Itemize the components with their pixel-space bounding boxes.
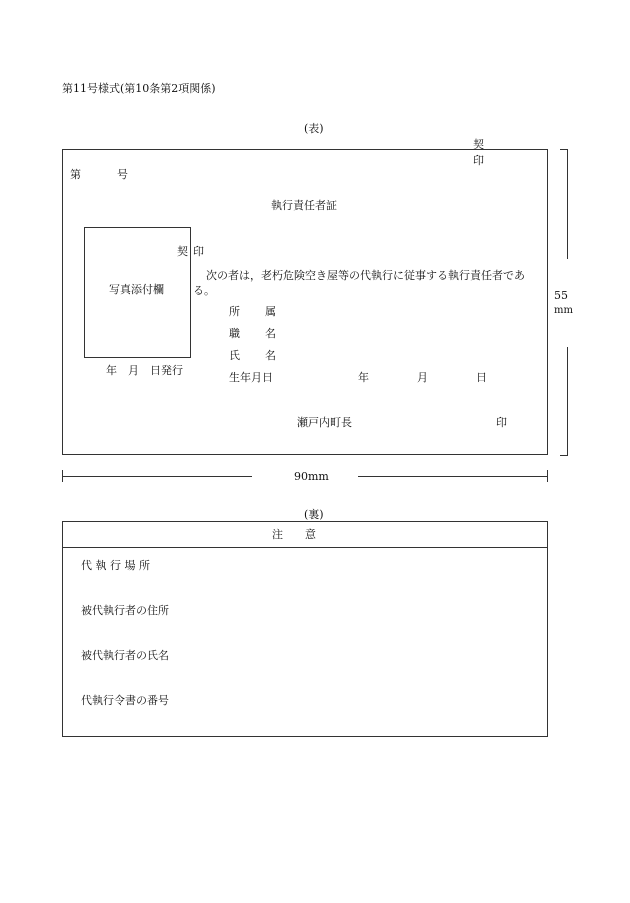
contract-seal-top: 契 xyxy=(473,138,484,151)
height-line-upper xyxy=(567,149,568,259)
width-dimension: 90mm xyxy=(294,470,329,483)
issue-date: 年 月 日発行 xyxy=(106,364,183,377)
field-affiliation-b: 属 xyxy=(265,305,276,318)
back-label: (裏) xyxy=(304,508,324,521)
row-subject-name: 被代執行者の氏名 xyxy=(81,649,169,662)
birth-label: 生年月日 xyxy=(229,371,273,384)
birth-year: 年 xyxy=(358,371,369,384)
number-suffix: 号 xyxy=(117,168,128,181)
form-title: 第11号様式(第10条第2項関係) xyxy=(62,82,216,95)
card-title: 執行責任者証 xyxy=(271,199,337,212)
width-line-right xyxy=(358,476,548,477)
width-tick-right xyxy=(547,470,548,482)
field-title-b: 名 xyxy=(265,327,276,340)
statement-line2: る。 xyxy=(193,284,215,297)
birth-day: 日 xyxy=(476,371,487,384)
issuer-seal: 印 xyxy=(496,416,507,429)
field-title-a: 職 xyxy=(229,327,240,340)
field-name-b: 名 xyxy=(265,349,276,362)
field-affiliation-a: 所 xyxy=(229,305,240,318)
contract-seal-bottom: 印 xyxy=(473,154,484,167)
row-execution-place: 代 執 行 場 所 xyxy=(81,559,150,572)
row-subject-address: 被代執行者の住所 xyxy=(81,604,169,617)
row-order-number: 代執行令書の番号 xyxy=(81,694,169,707)
issuer: 瀬戸内町長 xyxy=(297,416,352,429)
photo-label: 写真添付欄 xyxy=(109,283,164,296)
height-line-lower xyxy=(567,347,568,455)
birth-month: 月 xyxy=(417,371,428,384)
height-unit: mm xyxy=(554,305,573,316)
statement-line1: 次の者は，老朽危険空き屋等の代執行に従事する執行責任者であ xyxy=(206,269,525,282)
front-label: (表) xyxy=(304,122,324,135)
height-value: 55 xyxy=(554,289,568,302)
number-prefix: 第 xyxy=(70,168,81,181)
width-line-left xyxy=(62,476,252,477)
photo-seal-contract: 契 xyxy=(177,245,188,258)
notice-header: 注意 xyxy=(63,522,547,548)
field-name-a: 氏 xyxy=(229,349,240,362)
photo-seal-stamp: 印 xyxy=(193,245,204,258)
height-tick-bottom xyxy=(560,455,568,456)
